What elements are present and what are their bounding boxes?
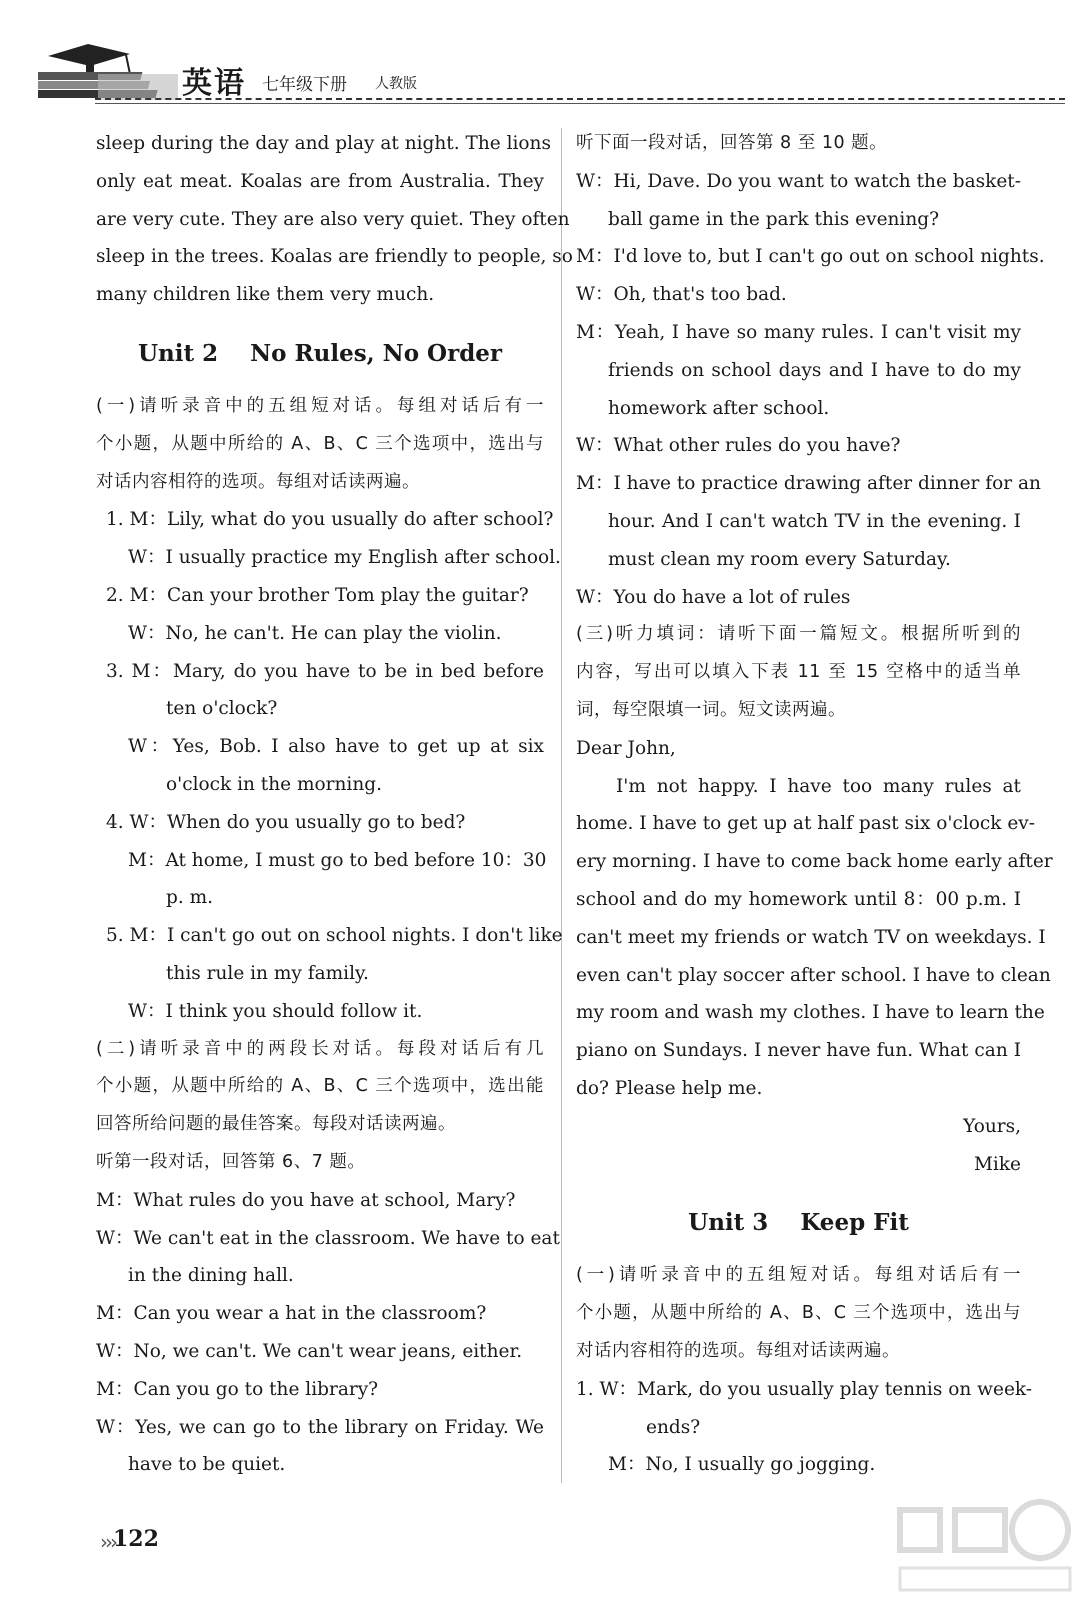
dialogue-line: W：No, he can't. He can play the violin. — [128, 622, 502, 644]
instruction-line: 对话内容相符的选项。每组对话读两遍。 — [576, 1340, 900, 1361]
left-column — [96, 125, 573, 1484]
letter-line: do? Please help me. — [576, 1077, 763, 1099]
dialogue-line: homework after school. — [608, 397, 830, 419]
text-line: sleep during the day and play at night. The lions — [96, 133, 551, 154]
dialogue-line: ends? — [646, 1416, 701, 1438]
dialogue-line: 3. M：Mary, do you have to be in bed before — [106, 660, 544, 682]
instruction-line: 个小题，从题中所给的 A、B、C 三个选项中，选出与 — [576, 1303, 1021, 1324]
letter-line: school and do my homework until 8：00 p.m. I — [576, 888, 1021, 910]
dialogue-line: 2. M：Can your brother Tom play the guitar? — [106, 584, 529, 606]
dialogue-line: M：No, I usually go jogging. — [608, 1454, 876, 1476]
dialogue-line: o'clock in the morning. — [166, 773, 382, 795]
dialogue-line: friends on school days and I have to do my — [608, 359, 1021, 381]
dialogue-intro: 听下面一段对话，回答第 8 至 10 题。 — [576, 133, 888, 153]
dialogue-intro: 听第一段对话，回答第 6、7 题。 — [96, 1151, 366, 1172]
instruction-line: (三)听力填词：请听下面一篇短文。根据所听到的 — [576, 624, 1021, 645]
dialogue-line: M：Can you wear a hat in the classroom? — [96, 1303, 487, 1325]
dialogue-line: W：Oh, that's too bad. — [576, 284, 787, 306]
dialogue-line: M：Can you go to the library? — [96, 1378, 379, 1400]
page-header — [0, 0, 1091, 110]
dialogue-line: M：What rules do you have at school, Mary? — [96, 1189, 516, 1211]
dialogue-line: 5. M：I can't go out on school nights. I don't like — [106, 925, 563, 947]
instruction-line: 回答所给问题的最佳答案。每段对话读两遍。 — [96, 1114, 456, 1135]
letter-line: can't meet my friends or watch TV on weekdays. I — [576, 926, 1046, 948]
dialogue-line: W：What other rules do you have? — [576, 435, 901, 457]
dialogue-line: p. m. — [166, 887, 214, 909]
letter-greeting: Dear John, — [576, 737, 676, 759]
footer-arrows-icon: ››› — [100, 1530, 115, 1554]
instruction-line: 个小题，从题中所给的 A、B、C 三个选项中，选出与 — [96, 433, 544, 454]
dialogue-line: ten o'clock? — [166, 698, 278, 720]
right-column — [576, 125, 1053, 1484]
dialogue-line: ball game in the park this evening? — [608, 208, 940, 230]
instruction-line: 个小题，从题中所给的 A、B、C 三个选项中，选出能 — [96, 1076, 544, 1097]
dialogue-line: M：I'd love to, but I can't go out on school nights. — [576, 246, 1045, 268]
letter-line: home. I have to get up at half past six o'clock ev- — [576, 813, 1035, 835]
letter-line: even can't play soccer after school. I have to clean — [576, 964, 1051, 986]
dialogue-line: 1. M：Lily, what do you usually do after school? — [106, 509, 554, 531]
instruction-line: 内容，写出可以填入下表 11 至 15 空格中的适当单 — [576, 662, 1021, 683]
subject-title: 英语 — [182, 66, 246, 101]
dialogue-line: W：We can't eat in the classroom. We have to eat — [96, 1227, 560, 1249]
dialogue-line: 1. W：Mark, do you usually play tennis on week- — [576, 1378, 1033, 1400]
dialogue-line: have to be quiet. — [128, 1454, 286, 1476]
column-divider — [561, 128, 562, 1483]
letter-close: Yours, — [963, 1115, 1021, 1137]
instruction-line: (一)请听录音中的五组短对话。每组对话后有一 — [576, 1265, 1021, 1286]
letter-line: my room and wash my clothes. I have to learn the — [576, 1002, 1045, 1024]
dialogue-line: this rule in my family. — [166, 962, 369, 984]
instruction-line: (二)请听录音中的两段长对话。每段对话后有几 — [96, 1038, 544, 1059]
letter-line: ery morning. I have to come back home early after — [576, 851, 1053, 873]
dialogue-line: in the dining hall. — [128, 1265, 294, 1287]
letter-line: I'm not happy. I have too many rules at — [616, 775, 1021, 797]
dialogue-line: W：Hi, Dave. Do you want to watch the basket- — [576, 170, 1021, 192]
dialogue-line: W：No, we can't. We can't wear jeans, either. — [96, 1340, 523, 1362]
instruction-line: 词，每空限填一词。短文读两遍。 — [576, 699, 846, 720]
dialogue-line: M：Yeah, I have so many rules. I can't visit my — [576, 321, 1021, 343]
watermark-logo-icon — [890, 1490, 1080, 1600]
edition-label: 人教版 — [375, 76, 417, 92]
dialogue-line: W：Yes, we can go to the library on Friday. We — [96, 1416, 544, 1438]
dialogue-line: hour. And I can't watch TV in the evening. I — [608, 510, 1021, 532]
books-graduation-cap-icon — [38, 44, 178, 102]
text-line: are very cute. They are also very quiet. They often — [96, 208, 570, 230]
page-number: 122 — [113, 1526, 159, 1552]
text-line: many children like them very much. — [96, 284, 435, 306]
text-line: only eat meat. Koalas are from Australia. They — [96, 170, 544, 192]
letter-line: piano on Sundays. I never have fun. What can I — [576, 1040, 1021, 1062]
dialogue-line: 4. W：When do you usually go to bed? — [106, 811, 466, 833]
unit3-heading: Unit 3 Keep Fit — [688, 1209, 909, 1237]
dialogue-line: W：I think you should follow it. — [128, 1000, 423, 1022]
dialogue-line: W：I usually practice my English after school. — [128, 547, 561, 569]
header-dashed-rule — [95, 98, 1065, 100]
letter-signature: Mike — [973, 1153, 1021, 1175]
dialogue-line: M：At home, I must go to bed before 10：30 — [128, 849, 547, 871]
dialogue-line: M：I have to practice drawing after dinner for an — [576, 473, 1041, 495]
dialogue-line: W：You do have a lot of rules — [576, 586, 851, 608]
dialogue-line: W：Yes, Bob. I also have to get up at six — [128, 736, 544, 758]
dialogue-line: must clean my room every Saturday. — [608, 548, 951, 570]
instruction-line: 对话内容相符的选项。每组对话读两遍。 — [96, 471, 420, 492]
header-rule — [95, 103, 1065, 104]
instruction-line: (一)请听录音中的五组短对话。每组对话后有一 — [96, 395, 544, 416]
unit2-heading: Unit 2 No Rules, No Order — [137, 339, 503, 367]
text-line: sleep in the trees. Koalas are friendly to people, so — [96, 246, 573, 268]
grade-label: 七年级下册 — [262, 75, 347, 95]
